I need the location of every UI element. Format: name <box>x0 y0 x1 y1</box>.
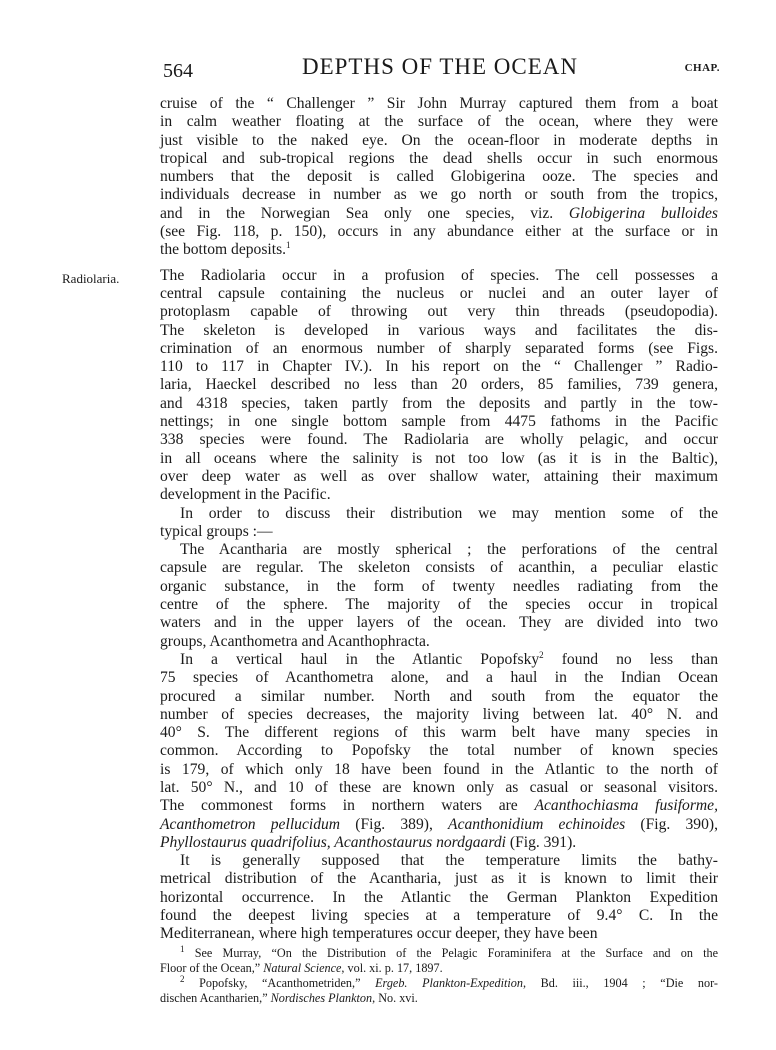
italic-text: Acanthometron pellucidum <box>160 815 341 833</box>
text-line <box>160 578 718 596</box>
footnote-line <box>160 973 718 991</box>
text-line <box>160 303 718 321</box>
text-segment: The Radiolaria occur in a profusion of species. The cell possesses a <box>160 266 718 284</box>
text-segment: , Bd. iii., 1904 ; “Die nor- <box>522 976 718 990</box>
text-line <box>160 688 718 706</box>
margin-note: Radiolaria. <box>62 271 120 286</box>
text-line <box>160 651 718 669</box>
footnote-marker: 2 <box>180 973 185 984</box>
text-segment: crimination of an enormous number of sharply separated forms (see Figs. <box>160 339 718 357</box>
text-segment: See Murray, “On the Distribution of the Pelagic Foraminifera at the Surface and on the <box>184 946 718 960</box>
italic-text: Phyllostaurus quadrifolius, Acanthostaurus nordgaardi <box>160 833 506 851</box>
text-segment: cruise of the “ Challenger ” Sir John Murray captured them from a boat <box>160 95 718 112</box>
text-line <box>160 376 718 394</box>
footnote-line <box>160 943 718 961</box>
italic-text: Acanthonidium echinoides <box>448 815 626 833</box>
text-segment: procured a similar number. North and south from the equator the <box>160 687 718 705</box>
footnotes <box>160 943 718 1006</box>
text-segment: , vol. xi. p. 17, 1897. <box>341 961 443 975</box>
text-segment: found the deepest living species at a temperature of 9.4° C. In the <box>160 907 718 925</box>
text-line <box>160 486 718 504</box>
text-line <box>160 925 718 943</box>
text-segment: just visible to the naked eye. On the ocean-floor in moderate depths in <box>160 131 718 149</box>
text-line <box>160 505 718 523</box>
text-line <box>160 889 718 907</box>
text-segment: waters and in the upper layers of the ocean. They are divided into two <box>160 614 718 632</box>
text-line <box>160 95 718 113</box>
italic-text: Ergeb. Plankton-Expedition <box>375 976 523 990</box>
footnote-marker: 2 <box>539 649 544 660</box>
footnote-marker: 1 <box>180 943 185 954</box>
text-line <box>160 113 718 131</box>
text-line <box>160 779 718 797</box>
text-line <box>160 797 718 815</box>
footnote-marker: 1 <box>286 240 291 251</box>
text-segment: found no less than <box>543 650 718 668</box>
text-segment: (Fig. 389), <box>340 815 449 833</box>
text-segment: typical groups :— <box>160 522 273 540</box>
text-segment: number of species decreases, the majority living between lat. 40° N. and <box>160 705 718 723</box>
text-segment: lat. 50° N., and 10 of these are known only as casual or seasonal visitors. <box>160 778 718 796</box>
text-segment: groups, Acanthometra and Acanthophracta. <box>160 632 430 650</box>
text-line <box>160 706 718 724</box>
text-segment: In order to discuss their distribution we may mention some of the <box>180 504 718 522</box>
text-line <box>160 150 718 168</box>
text-segment: 40° S. The different regions of this warm belt have many species in <box>160 724 718 742</box>
running-title: DEPTHS OF THE OCEAN <box>301 54 579 79</box>
text-line <box>160 559 718 577</box>
text-line <box>160 186 718 204</box>
text-segment: The commonest forms in northern waters are <box>160 797 535 815</box>
text-line <box>160 358 718 376</box>
text-line <box>160 834 718 852</box>
text-line <box>160 614 718 632</box>
text-segment: Mediterranean, where high temperatures occur deeper, they have been <box>160 925 598 943</box>
text-segment: protoplasm capable of throwing out very thin threads (pseudopodia). <box>160 303 718 321</box>
text-segment: , No. xvi. <box>372 991 418 1005</box>
text-segment: over deep water as well as over shallow water, attaining their maximum <box>160 467 718 485</box>
text-segment: development in the Pacific. <box>160 486 331 504</box>
paragraph-gap <box>160 260 718 267</box>
text-segment: and in the Norwegian Sea only one species, viz. <box>160 204 569 222</box>
text-line <box>160 761 718 779</box>
text-line <box>160 395 718 413</box>
text-line <box>160 742 718 760</box>
page-number: 564 <box>163 60 193 82</box>
chapter-label: CHAP. <box>684 62 720 74</box>
body-text <box>160 95 718 944</box>
text-segment: (see Fig. 118, p. 150), occurs in any abundance either at the surface or in <box>160 223 718 241</box>
text-line <box>160 205 718 223</box>
text-line <box>160 870 718 888</box>
text-segment: dischen Acantharien,” <box>160 991 271 1005</box>
text-segment: organic substance, in the form of twenty needles radiating from the <box>160 577 718 595</box>
footnote-line <box>160 991 718 1006</box>
text-segment: The skeleton is developed in various ways and facilitates the dis- <box>160 321 718 339</box>
text-segment: horizontal occurrence. In the Atlantic the German Plankton Expedition <box>160 888 718 906</box>
text-line <box>160 669 718 687</box>
text-line <box>160 340 718 358</box>
running-header <box>160 54 720 84</box>
text-segment: capsule are regular. The skeleton consists of acanthin, a peculiar elastic <box>160 559 718 577</box>
text-segment: and 4318 species, taken partly from the deposits and partly in the tow- <box>160 394 718 412</box>
text-segment: nettings; in one single bottom sample from 4475 fathoms in the Pacific <box>160 413 718 431</box>
text-line <box>160 596 718 614</box>
text-segment: is 179, of which only 18 have been found in the Atlantic to the north of <box>160 760 718 778</box>
text-segment: tropical and sub-tropical regions the dead shells occur in such enormous <box>160 149 718 167</box>
text-segment: numbers that the deposit is called Globigerina ooze. The species and <box>160 168 718 186</box>
text-line <box>160 852 718 870</box>
text-segment: The Acantharia are mostly spherical ; the perforations of the central <box>180 541 718 559</box>
text-line <box>160 241 718 259</box>
text-line <box>160 413 718 431</box>
text-segment: laria, Haeckel described no less than 20 orders, 85 families, 739 genera, <box>160 376 718 394</box>
text-segment: It is generally supposed that the temperature limits the bathy- <box>180 852 718 870</box>
text-line <box>160 907 718 925</box>
text-line <box>160 816 718 834</box>
footnote-line <box>160 961 718 976</box>
text-line <box>160 523 718 541</box>
italic-text: Acanthochiasma fusiforme, <box>534 797 718 815</box>
text-line <box>160 132 718 150</box>
text-line <box>160 322 718 340</box>
text-segment: (Fig. 390), <box>625 815 718 833</box>
text-segment: the bottom deposits. <box>160 241 287 259</box>
text-segment: 75 species of Acanthometra alone, and a haul in the Indian Ocean <box>160 669 718 687</box>
text-line <box>160 541 718 559</box>
text-segment: Popofsky, “Acanthometriden,” <box>184 976 376 990</box>
text-line <box>160 285 718 303</box>
text-segment: central capsule containing the nucleus or nuclei and an outer layer of <box>160 284 718 302</box>
text-line <box>160 468 718 486</box>
text-line <box>160 431 718 449</box>
text-segment: In a vertical haul in the Atlantic Popofsky <box>180 650 540 668</box>
text-line <box>160 267 718 285</box>
text-line <box>160 168 718 186</box>
text-segment: individuals decrease in number as we go north or south from the tropics, <box>160 186 718 204</box>
text-segment: Floor of the Ocean,” <box>160 961 264 975</box>
text-line <box>160 223 718 241</box>
text-segment: 338 species were found. The Radiolaria are wholly pelagic, and occur <box>160 431 718 449</box>
italic-text: Globigerina bulloides <box>568 204 718 222</box>
text-line <box>160 450 718 468</box>
text-segment: centre of the sphere. The majority of the species occur in tropical <box>160 596 718 614</box>
text-segment: metrical distribution of the Acantharia, just as it is known to limit their <box>160 870 718 888</box>
text-segment: (Fig. 391). <box>505 833 577 851</box>
text-segment: common. According to Popofsky the total number of known species <box>160 742 718 760</box>
text-line <box>160 633 718 651</box>
text-segment: in all oceans where the salinity is not too low (as it is in the Baltic), <box>160 449 718 467</box>
text-line <box>160 724 718 742</box>
text-segment: 110 to 117 in Chapter IV.). In his report on the “ Challenger ” Radio- <box>160 358 718 376</box>
italic-text: Nordisches Plankton <box>270 991 373 1005</box>
italic-text: Natural Science <box>263 961 342 975</box>
text-segment: in calm weather floating at the surface of the ocean, where they were <box>160 113 718 131</box>
